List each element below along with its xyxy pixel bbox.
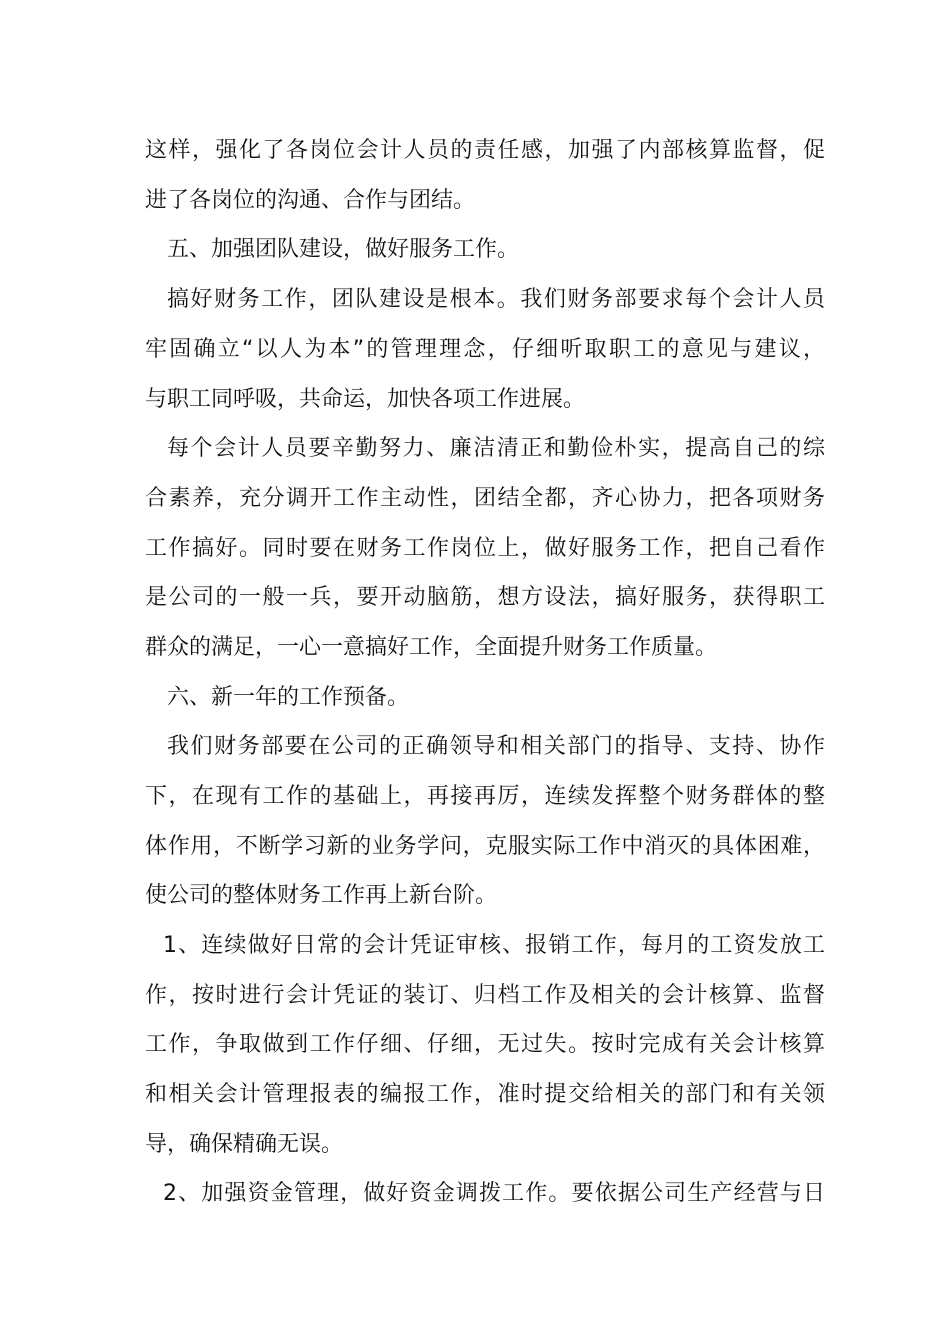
text-line-14: 下，在现有工作的基础上，再接再厉，连续发挥整个财务群体的整 xyxy=(145,784,825,809)
text-line-11: 群众的满足，一心一意搞好工作，全面提升财务工作质量。 xyxy=(145,635,718,660)
list-item-1-line-4: 和相关会计管理报表的编报工作，准时提交给相关的部门和有关领 xyxy=(145,1082,825,1107)
text-line-15: 体作用，不断学习新的业务学问，克服实际工作中消灭的具体困难， xyxy=(145,834,825,859)
text-line-5: 牢固确立“以人为本”的管理理念，仔细听取职工的意见与建议， xyxy=(145,337,825,362)
text-line-6: 与职工同呼吸，共命运，加快各项工作进展。 xyxy=(145,387,586,412)
list-item-1-line-5: 导，确保精确无误。 xyxy=(145,1132,344,1157)
list-item-2-line-1: 2、加强资金管理，做好资金调拨工作。要依据公司生产经营与日 xyxy=(163,1181,825,1206)
text-line-10: 是公司的一般一兵，要开动脑筋，想方设法，搞好服务，获得职工 xyxy=(145,585,825,610)
text-line-9: 工作搞好。同时要在财务工作岗位上，做好服务工作，把自己看作 xyxy=(145,536,825,561)
text-line-7: 每个会计人员要辛勤努力、廉洁清正和勤俭朴实，提高自己的综 xyxy=(167,436,825,461)
text-line-4: 搞好财务工作，团队建设是根本。我们财务部要求每个会计人员 xyxy=(167,287,825,312)
text-line-8: 合素养，充分调开工作主动性，团结全都，齐心协力，把各项财务 xyxy=(145,486,825,511)
text-line-16: 使公司的整体财务工作再上新台阶。 xyxy=(145,883,498,908)
text-line-1: 这样，强化了各岗位会计人员的责任感，加强了内部核算监督，促 xyxy=(145,138,825,163)
list-item-1-line-3: 工作，争取做到工作仔细、仔细，无过失。按时完成有关会计核算 xyxy=(145,1032,825,1057)
section-heading-6: 六、新一年的工作预备。 xyxy=(167,685,410,710)
list-item-1-line-1: 1、连续做好日常的会计凭证审核、报销工作，每月的工资发放工 xyxy=(163,933,825,958)
text-line-13: 我们财务部要在公司的正确领导和相关部门的指导、支持、协作 xyxy=(167,734,825,759)
text-line-2: 进了各岗位的沟通、合作与团结。 xyxy=(145,188,476,213)
section-heading-5: 五、加强团队建设，做好服务工作。 xyxy=(167,237,520,262)
list-item-1-line-2: 作，按时进行会计凭证的装订、归档工作及相关的会计核算、监督 xyxy=(145,983,825,1008)
